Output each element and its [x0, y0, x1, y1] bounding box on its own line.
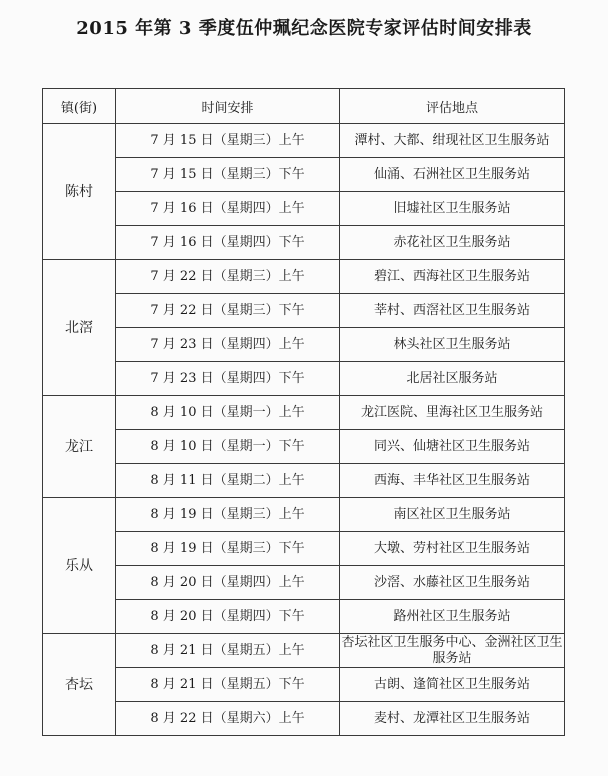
- table-row: [43, 464, 565, 498]
- time-cell: 7 月 16 日（星期四）下午: [116, 226, 340, 260]
- table-row: [43, 192, 565, 226]
- document-title: 2015 年第 3 季度伍仲珮纪念医院专家评估时间安排表: [76, 18, 532, 39]
- table-row: [43, 158, 565, 192]
- location-cell: 潭村、大都、绀现社区卫生服务站: [340, 124, 565, 158]
- location-cell: 莘村、西滘社区卫生服务站: [340, 294, 565, 328]
- table-row: [43, 294, 565, 328]
- table-row: [43, 668, 565, 702]
- header-location: 评估地点: [340, 89, 565, 124]
- location-cell: 旧墟社区卫生服务站: [340, 192, 565, 226]
- location-cell: 西海、丰华社区卫生服务站: [340, 464, 565, 498]
- header-time: 时间安排: [116, 89, 340, 124]
- table-row: [43, 328, 565, 362]
- location-cell: 路州社区卫生服务站: [340, 600, 565, 634]
- table-row: [43, 430, 565, 464]
- time-cell: 8 月 10 日（星期一）上午: [116, 396, 340, 430]
- location-cell: 南区社区卫生服务站: [340, 498, 565, 532]
- location-cell: 仙涌、石洲社区卫生服务站: [340, 158, 565, 192]
- time-cell: 7 月 15 日（星期三）上午: [116, 124, 340, 158]
- table-row: [43, 532, 565, 566]
- location-cell: 麦村、龙潭社区卫生服务站: [340, 702, 565, 736]
- town-cell: 龙江: [43, 396, 116, 498]
- location-cell: 赤花社区卫生服务站: [340, 226, 565, 260]
- table-row: [43, 260, 565, 294]
- location-cell: 北居社区服务站: [340, 362, 565, 396]
- table-row: [43, 396, 565, 430]
- location-cell: 碧江、西海社区卫生服务站: [340, 260, 565, 294]
- location-cell: 古朗、逢简社区卫生服务站: [340, 668, 565, 702]
- time-cell: 8 月 11 日（星期二）上午: [116, 464, 340, 498]
- table-header-row: [43, 89, 565, 124]
- time-cell: 7 月 22 日（星期三）下午: [116, 294, 340, 328]
- location-cell: 沙滘、水藤社区卫生服务站: [340, 566, 565, 600]
- header-town: 镇(街): [43, 89, 116, 124]
- time-cell: 8 月 20 日（星期四）下午: [116, 600, 340, 634]
- time-cell: 8 月 19 日（星期三）下午: [116, 532, 340, 566]
- time-cell: 8 月 22 日（星期六）上午: [116, 702, 340, 736]
- time-cell: 8 月 21 日（星期五）上午: [116, 634, 340, 668]
- time-cell: 8 月 10 日（星期一）下午: [116, 430, 340, 464]
- schedule-table: [42, 88, 565, 736]
- town-cell: 乐从: [43, 498, 116, 634]
- table-row: [43, 600, 565, 634]
- table-row: [43, 226, 565, 260]
- location-cell: 杏坛社区卫生服务中心、金洲社区卫生服务站: [341, 634, 563, 666]
- table-row: [43, 362, 565, 396]
- town-cell: 杏坛: [43, 634, 116, 736]
- table-row: [43, 124, 565, 158]
- time-cell: 7 月 16 日（星期四）上午: [116, 192, 340, 226]
- location-cell: 林头社区卫生服务站: [340, 328, 565, 362]
- table-row: [43, 702, 565, 736]
- time-cell: 7 月 23 日（星期四）上午: [116, 328, 340, 362]
- time-cell: 8 月 20 日（星期四）上午: [116, 566, 340, 600]
- location-cell: 大墩、劳村社区卫生服务站: [340, 532, 565, 566]
- time-cell: 7 月 15 日（星期三）下午: [116, 158, 340, 192]
- time-cell: 7 月 23 日（星期四）下午: [116, 362, 340, 396]
- table-row: [43, 634, 565, 668]
- town-cell: 陈村: [43, 124, 116, 260]
- location-cell: 同兴、仙塘社区卫生服务站: [340, 430, 565, 464]
- schedule-body: [43, 124, 565, 736]
- location-cell: 龙江医院、里海社区卫生服务站: [340, 396, 565, 430]
- table-row: [43, 566, 565, 600]
- time-cell: 8 月 21 日（星期五）下午: [116, 668, 340, 702]
- table-row: [43, 498, 565, 532]
- town-cell: 北滘: [43, 260, 116, 396]
- time-cell: 7 月 22 日（星期三）上午: [116, 260, 340, 294]
- time-cell: 8 月 19 日（星期三）上午: [116, 498, 340, 532]
